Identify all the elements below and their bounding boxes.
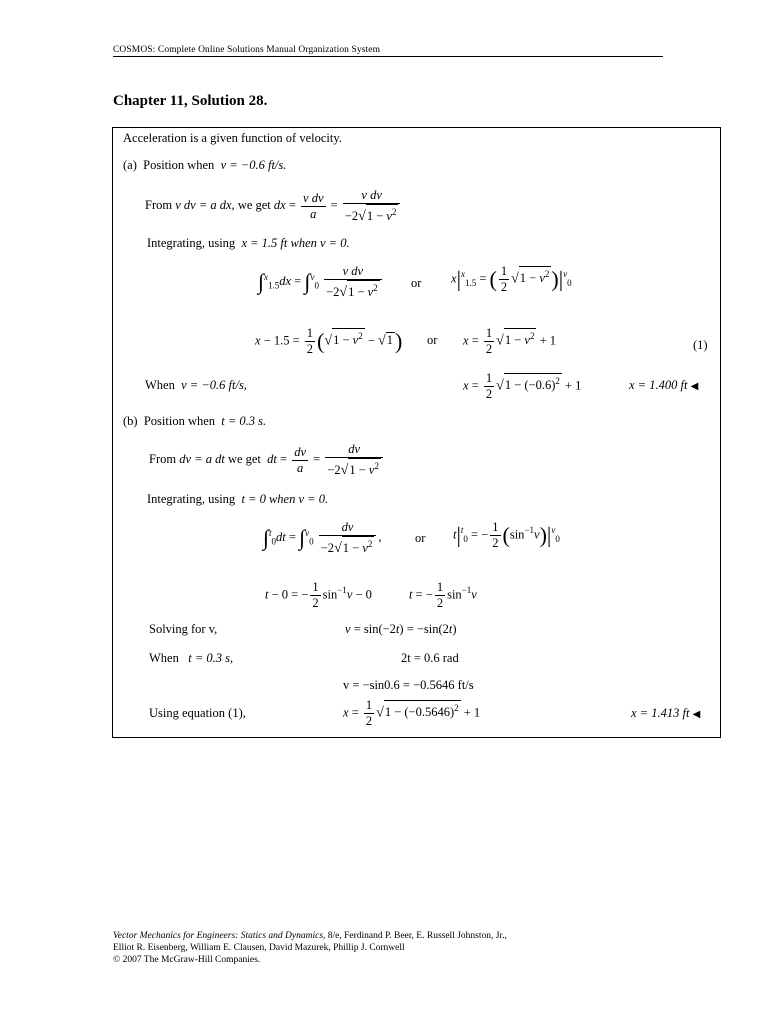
part-a-substitution: x = $\frac{1}{2}$ $√1 - (-0.6)^2 + 1$: [463, 371, 582, 401]
part-b-two-t: 2t = 0.6 rad: [401, 651, 459, 665]
part-b-integrating: Integrating, using t = 0 when v = 0.: [147, 492, 329, 506]
part-b-integral-equation: ∫$^t_0$dt = ∫$^v_0$ $\frac{dv}{-2√1 - v^2}$ ,: [263, 520, 382, 557]
part-b-when: When t = 0.3 s,: [149, 651, 234, 665]
part-a-integral-equation: ∫$^x_{1.5}$dx = ∫$^v_0$ $\frac{\text{v dv}}{-2√1 - v^2}$: [258, 264, 384, 300]
solution-box: [112, 127, 721, 738]
part-b-solving-equation: v = sin(−2t) = −sin(2t): [345, 622, 457, 636]
part-a-heading: (a) Position when v = −0.6 ft/s.: [123, 158, 287, 172]
or-text: or: [415, 531, 426, 545]
part-b-answer: x = 1.413 ft ◀: [631, 706, 701, 720]
page-footer: [113, 930, 507, 966]
part-b-substitution: x = $\frac{1}{2}$ $√1 - (-0.5646)^2 + 1$: [343, 698, 481, 728]
page-title: Chapter 11, Solution 28.: [113, 93, 268, 109]
part-b-integral-result: $t|^t_0$ = − $\frac{1}{2}$ $(\sin^{-1}v)|^v_0$: [453, 520, 560, 550]
page-header: COSMOS: Complete Online Solutions Manual Organization System: [113, 45, 663, 57]
footer-line-2: Elliot R. Eisenberg, William E. Clausen, David Mazurek, Phillip J. Cornwell: [113, 943, 405, 953]
part-a-label: (a): [123, 158, 137, 172]
part-a-from-equation: From v dv = a dx, we get dx = $\frac{\text{v dv}}{a}$ = $\frac{\text{v dv}}{-2√1 - v^2}$: [145, 188, 402, 224]
part-a-integral-result: $x|^x_{1.5}$ = ( $\frac{1}{2}$ $√1 - v^2)|^v_0$: [451, 264, 572, 294]
answer-marker-icon: ◀: [692, 709, 701, 720]
part-b-using-equation: Using equation (1),: [149, 706, 246, 720]
part-a-position-equation: x − 1.5 = $\frac{1}{2}$ $(√1 - v^2 - √1)$: [255, 326, 403, 356]
part-b-time-result: t = − $\frac{1}{2}$ $\sin^{-1}v$: [409, 580, 477, 610]
or-text: or: [427, 333, 438, 347]
part-a-when: When v = −0.6 ft/s,: [145, 378, 247, 392]
part-b-v-value: v = −sin0.6 = −0.5646 ft/s: [343, 678, 474, 692]
part-b-heading: (b) Position when t = 0.3 s.: [123, 414, 267, 428]
part-a-integrating: Integrating, using x = 1.5 ft when v = 0.: [147, 236, 350, 250]
part-b-from-equation: From dv = a dt we get dt = $\frac{dv}{a}$ = $\frac{dv}{-2√1 - v^2}$: [149, 442, 385, 478]
footer-line-3: © 2007 The McGraw-Hill Companies.: [113, 955, 261, 965]
part-a-position-result: x = $\frac{1}{2}$ $√1 - v^2 + 1$: [463, 326, 556, 356]
part-b-solving-text: Solving for v,: [149, 622, 218, 636]
or-text: or: [411, 276, 422, 290]
answer-marker-icon: ◀: [690, 381, 699, 392]
footer-line-1: Vector Mechanics for Engineers: Statics and Dynamics, 8/e, Ferdinand P. Beer, E. Russell Johnston, Jr.,: [113, 931, 507, 941]
part-b-label: (b): [123, 414, 138, 428]
part-a-answer: x = 1.400 ft ◀: [629, 378, 699, 392]
part-b-time-equation: t − 0 = − $\frac{1}{2}$ $\sin^{-1}v - 0$: [265, 580, 372, 610]
intro-text: Acceleration is a given function of velocity.: [123, 131, 342, 145]
equation-number: (1): [693, 338, 708, 352]
